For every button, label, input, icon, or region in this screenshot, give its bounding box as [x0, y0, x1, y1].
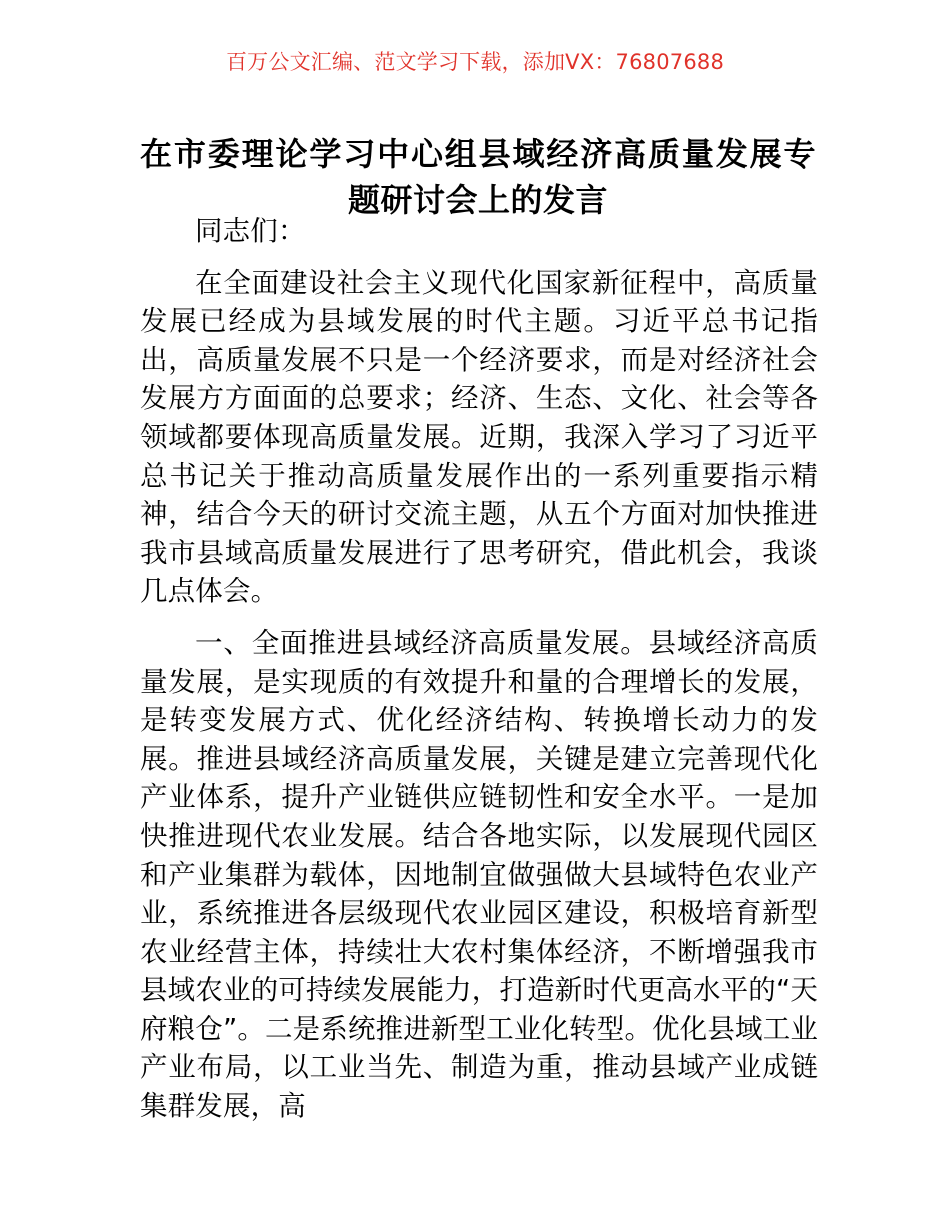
document-body: [140, 212, 818, 1126]
paragraph-section-one: 一、全面推进县域经济高质量发展。县域经济高质量发展，是实现质的有效提升和量的合理增长的发展，是转变发展方式、优化经济结构、转换增长动力的发展。推进县域经济高质量发展，关键是建立完善现代化产业体系，提升产业链供应链韧性和安全水平。一是加快推进现代农业发展。结合各地实际，以发展现代园区和产业集群为载体，因地制宜做强做大县域特色农业产业，系统推进各层级现代农业园区建设，积极培育新型农业经营主体，持续壮大农村集体经济，不断增强我市县域农业的可持续发展能力，打造新时代更高水平的“天府粮仓”。二是系统推进新型工业化转型。优化县域工业产业布局，以工业当先、制造为重，推动县域产业成链集群发展，高: [140, 626, 818, 1123]
document-title: 在市委理论学习中心组县域经济高质量发展专题研讨会上的发言: [140, 135, 816, 220]
paragraph-intro: 在全面建设社会主义现代化国家新征程中，高质量发展已经成为县域发展的时代主题。习近平总书记指出，高质量发展不只是一个经济要求，而是对经济社会发展方方面面的总要求；经济、生态、文化、社会等各领域都要体现高质量发展。近期，我深入学习了习近平总书记关于推动高质量发展作出的一系列重要指示精神，结合今天的研讨交流主题，从五个方面对加快推进我市县域高质量发展进行了思考研究，借此机会，我谈几点体会。: [140, 266, 818, 608]
promo-text: 百万公文汇编、范文学习下载，添加VX：76807688: [225, 50, 725, 74]
promo-banner: [0, 48, 950, 76]
paragraph-salutation: 同志们：: [195, 215, 306, 247]
